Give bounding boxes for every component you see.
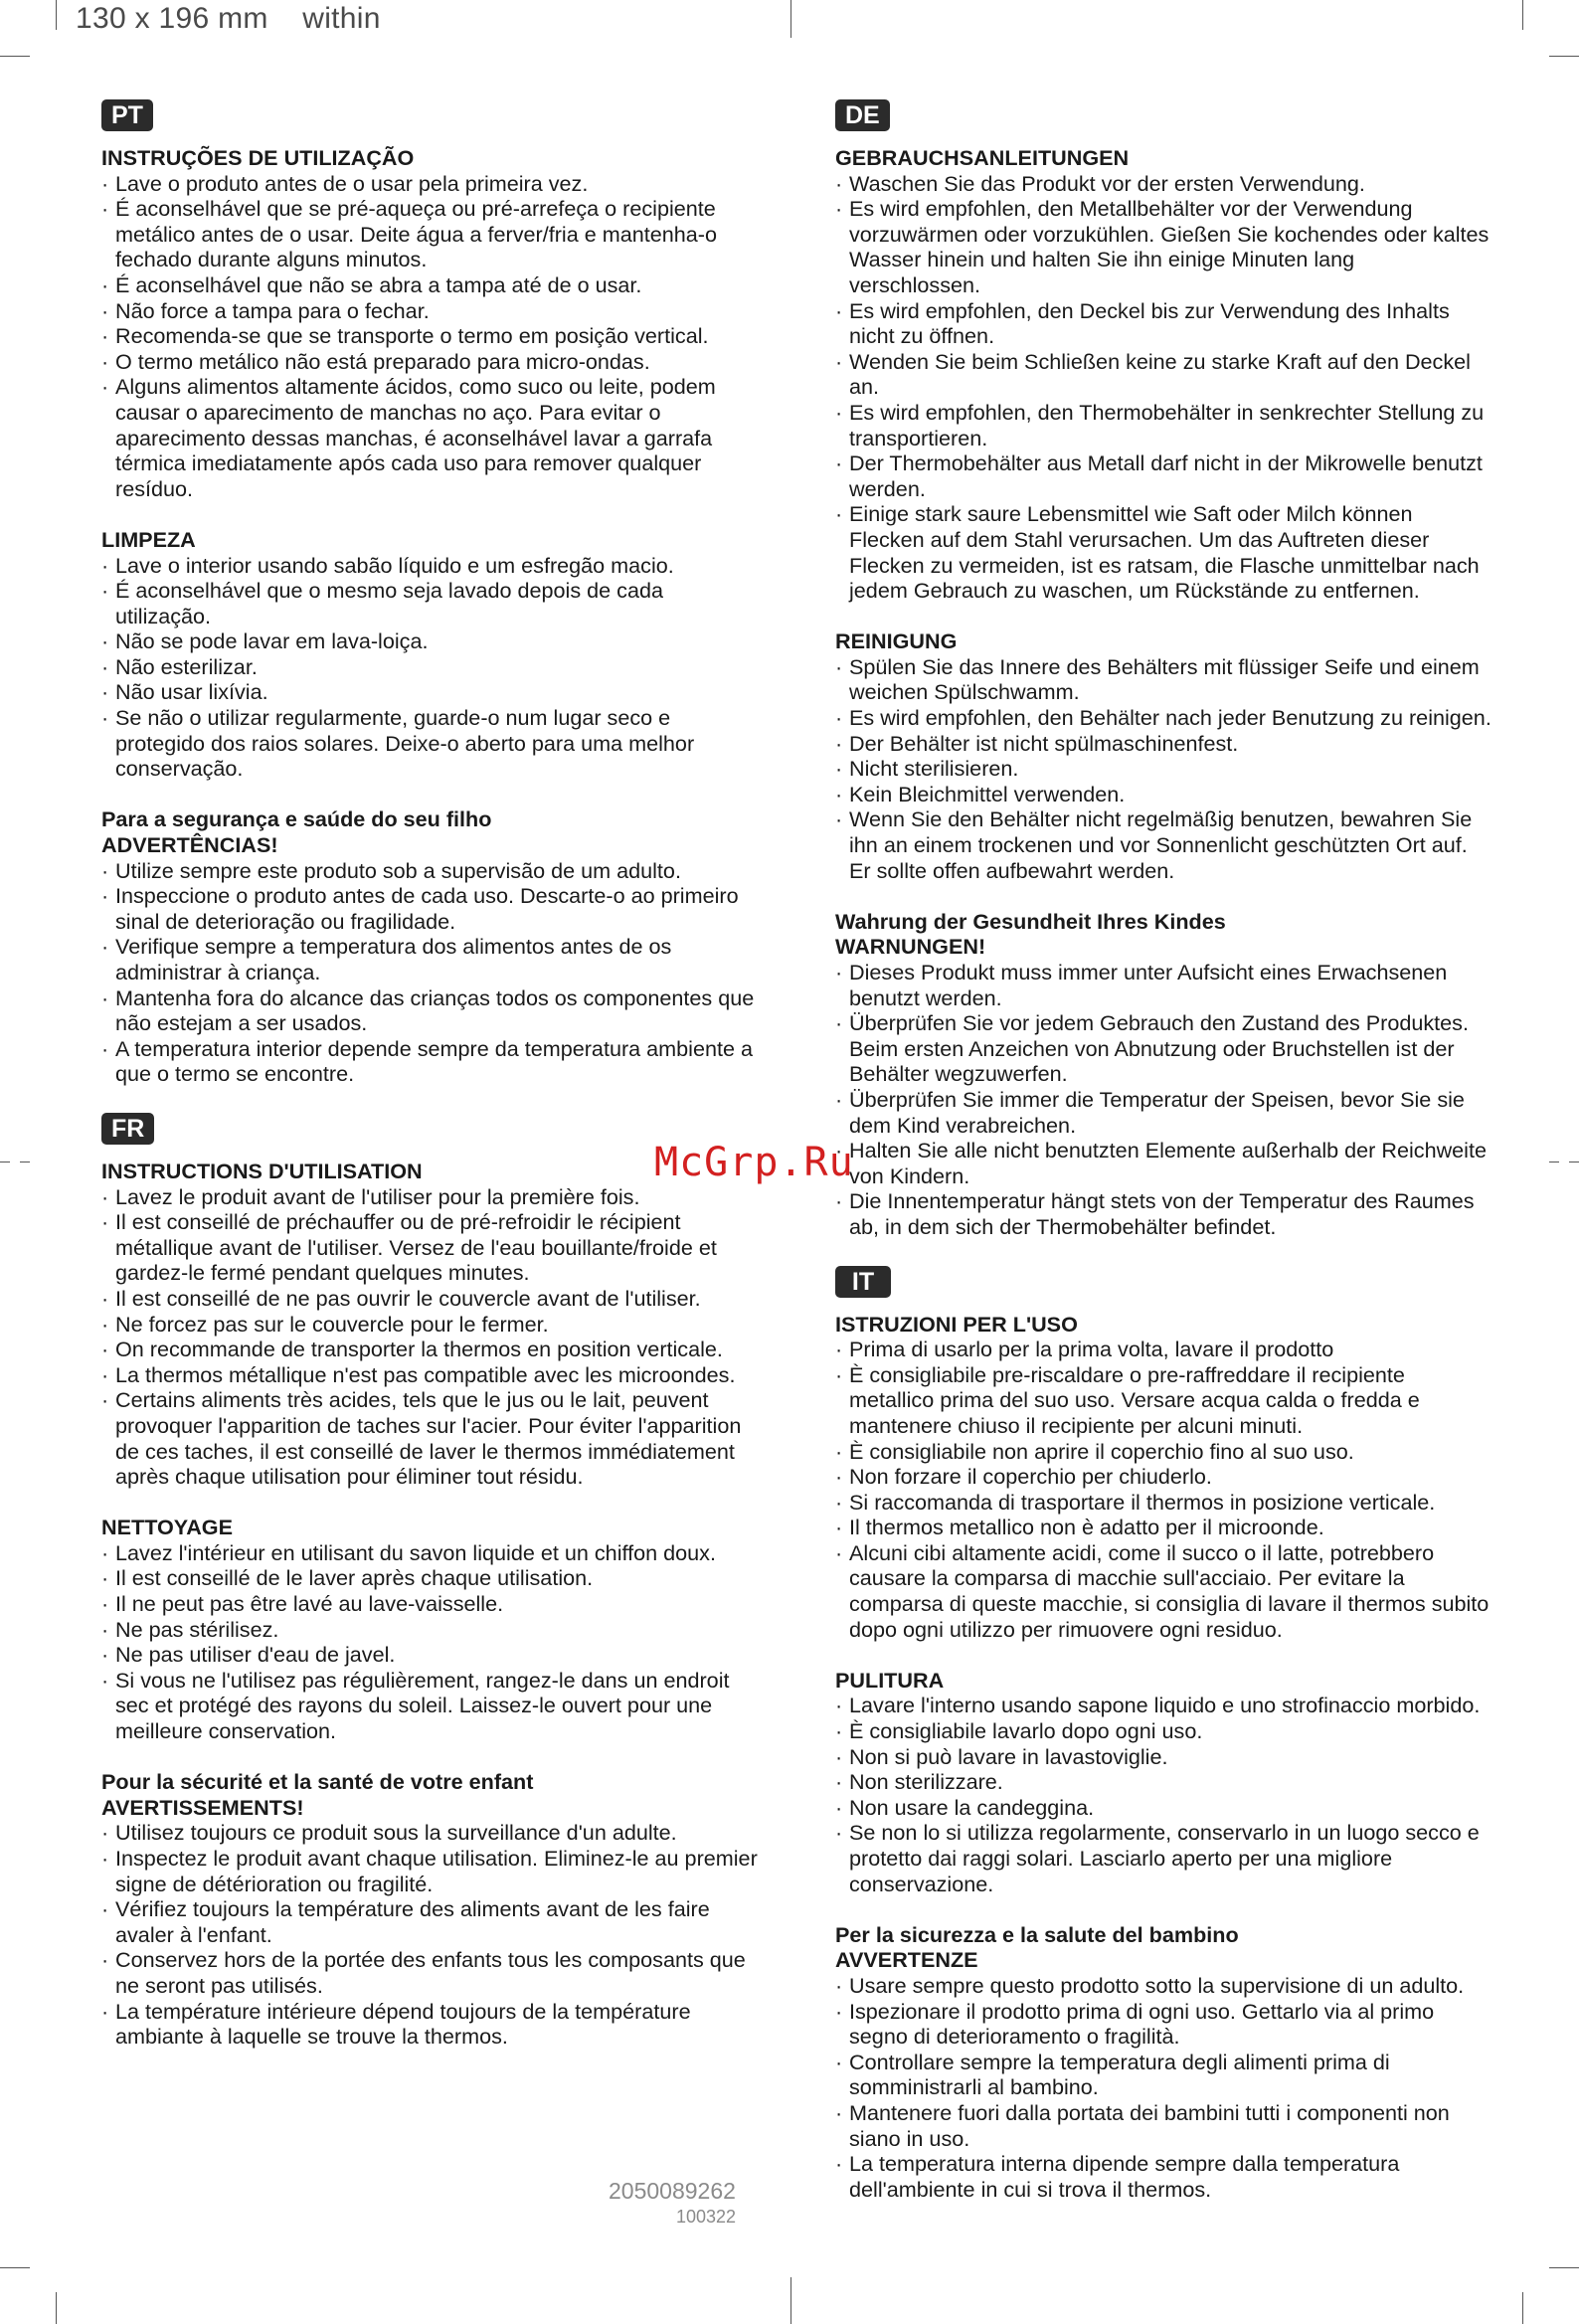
list-item: · Lavez l'intérieur en utilisant du savon liquide et un chiffon doux. bbox=[101, 1540, 758, 1566]
list-item: · On recommande de transporter la thermos en position verticale. bbox=[101, 1337, 758, 1362]
instructions-list bbox=[835, 171, 1491, 604]
list-item: · Wenn Sie den Behälter nicht regelmäßig benutzen, bewahren Sie ihn an einem trockenen und vor Sonnenlicht geschützten Ort auf. Er sollte offen aufbewahrt werden. bbox=[835, 806, 1491, 883]
list-item: · Der Thermobehälter aus Metall darf nicht in der Mikrowelle benutzt werden. bbox=[835, 450, 1491, 501]
section-de bbox=[835, 99, 1491, 1240]
safety-title: Per la sicurezza e la salute del bambino bbox=[835, 1921, 1239, 1947]
list-item: · È consigliabile non aprire il coperchio fino al suo uso. bbox=[835, 1439, 1491, 1465]
instructions-list bbox=[835, 1337, 1491, 1642]
crop-mark bbox=[56, 0, 57, 30]
right-column bbox=[835, 99, 1491, 2228]
warnings-list bbox=[101, 858, 758, 1087]
warnings-title: ADVERTÊNCIAS! bbox=[101, 832, 278, 858]
list-item: · Überprüfen Sie vor jedem Gebrauch den Zustand des Produktes. Beim ersten Anzeichen von Abnutzung oder Bruchstellen ist der Behälter wegzuwerfen. bbox=[835, 1010, 1491, 1087]
list-item: · Prima di usarlo per la prima volta, lavare il prodotto bbox=[835, 1337, 1491, 1362]
list-item: · La température intérieure dépend toujours de la température ambiante à laquelle se trouve la thermos. bbox=[101, 1999, 758, 2050]
left-column bbox=[101, 99, 758, 2075]
list-item: · A temperatura interior depende sempre da temperatura ambiente a que o termo se encontre. bbox=[101, 1036, 758, 1087]
crop-mark bbox=[1522, 2292, 1523, 2324]
list-item: · Nicht sterilisieren. bbox=[835, 756, 1491, 782]
list-item: · È consigliabile pre-riscaldare o pre-raffreddare il recipiente metallico prima del suo uso. Versare acqua calda o fredda e mantenere chiuso il recipiente per alcuni minuti. bbox=[835, 1362, 1491, 1439]
cleaning-title: REINIGUNG bbox=[835, 628, 958, 654]
list-item: · Inspectez le produit avant chaque utilisation. Eliminez-le au premier signe de détérioration ou fragilité. bbox=[101, 1846, 758, 1896]
cleaning-list bbox=[101, 553, 758, 782]
instructions-title: GEBRAUCHSANLEITUNGEN bbox=[835, 145, 1130, 170]
list-item: · Lavare l'interno usando sapone liquido e uno strofinaccio morbido. bbox=[835, 1693, 1491, 1718]
safety-title: Pour la sécurité et la santé de votre enfant bbox=[101, 1769, 534, 1795]
list-item: · Es wird empfohlen, den Deckel bis zur Verwendung des Inhalts nicht zu öffnen. bbox=[835, 298, 1491, 349]
product-code: 2050089262 bbox=[609, 2178, 736, 2204]
instructions-title: ISTRUZIONI PER L'USO bbox=[835, 1311, 1078, 1337]
list-item: · Vérifiez toujours la température des aliments avant de les faire avaler à l'enfant. bbox=[101, 1896, 758, 1947]
instructions-title: INSTRUÇÕES DE UTILIZAÇÃO bbox=[101, 145, 415, 170]
cleaning-list bbox=[101, 1540, 758, 1744]
list-item: · Utilize sempre este produto sob a supervisão de um adulto. bbox=[101, 858, 758, 884]
list-item: · Il ne peut pas être lavé au lave-vaisselle. bbox=[101, 1591, 758, 1617]
list-item: · Non si può lavare in lavastoviglie. bbox=[835, 1744, 1491, 1770]
list-item: · Si vous ne l'utilisez pas régulièrement, rangez-le dans un endroit sec et protégé des rayons du soleil. Laissez-le ouvert pour une meilleure conservation. bbox=[101, 1668, 758, 1744]
crop-mark bbox=[790, 2277, 791, 2324]
section-fr bbox=[101, 1113, 758, 2050]
crop-mark bbox=[0, 2267, 30, 2268]
warnings-title: AVERTISSEMENTS! bbox=[101, 1794, 304, 1820]
list-item: · È consigliabile lavarlo dopo ogni uso. bbox=[835, 1718, 1491, 1744]
list-item: · Não force a tampa para o fechar. bbox=[101, 298, 758, 324]
warnings-list bbox=[101, 1820, 758, 2049]
list-item: · Halten Sie alle nicht benutzten Elemente außerhalb der Reichweite von Kindern. bbox=[835, 1138, 1491, 1188]
crop-mark bbox=[790, 0, 791, 38]
lang-badge-pt: PT bbox=[101, 99, 153, 131]
list-item: · Ne pas stérilisez. bbox=[101, 1617, 758, 1643]
print-code: 100322 bbox=[676, 2207, 737, 2227]
cleaning-list bbox=[835, 1693, 1491, 1896]
list-item: · Non forzare il coperchio per chiuderlo. bbox=[835, 1464, 1491, 1490]
list-item: · Kein Bleichmittel verwenden. bbox=[835, 782, 1491, 807]
list-item: · Recomenda-se que se transporte o termo em posição vertical. bbox=[101, 323, 758, 349]
list-item: · Il thermos metallico non è adatto per il microonde. bbox=[835, 1515, 1491, 1540]
lang-badge-fr: FR bbox=[101, 1113, 154, 1145]
list-item: · Não se pode lavar em lava-loiça. bbox=[101, 628, 758, 654]
warnings-list bbox=[835, 960, 1491, 1240]
list-item: · Ispezionare il prodotto prima di ogni uso. Gettarlo via al primo segno di deterioramento o fragilità. bbox=[835, 1999, 1491, 2050]
format-label: 130 x 196 mm within bbox=[76, 2, 381, 35]
list-item: · Il est conseillé de le laver après chaque utilisation. bbox=[101, 1565, 758, 1591]
list-item: · Spülen Sie das Innere des Behälters mit flüssiger Seife und einem weichen Spülschwamm. bbox=[835, 654, 1491, 705]
list-item: · Se non lo si utilizza regolarmente, conservarlo in un luogo secco e protetto dai raggi solari. Lasciarlo aperto per una migliore conservazione. bbox=[835, 1820, 1491, 1896]
list-item: · É aconselhável que o mesmo seja lavado depois de cada utilização. bbox=[101, 578, 758, 628]
list-item: · Inspeccione o produto antes de cada uso. Descarte-o ao primeiro sinal de deterioração ou fragilidade. bbox=[101, 883, 758, 934]
list-item: · Não usar lixívia. bbox=[101, 679, 758, 705]
list-item: · Dieses Produkt muss immer unter Aufsicht eines Erwachsenen benutzt werden. bbox=[835, 960, 1491, 1010]
list-item: · La thermos métallique n'est pas compatible avec les microondes. bbox=[101, 1362, 758, 1388]
watermark-text: McGrp.Ru bbox=[654, 1140, 854, 1185]
list-item: · Der Behälter ist nicht spülmaschinenfest. bbox=[835, 731, 1491, 757]
instructions-list bbox=[101, 171, 758, 502]
list-item: · Non usare la candeggina. bbox=[835, 1795, 1491, 1821]
crop-mark bbox=[1549, 56, 1579, 57]
list-item: · Il est conseillé de ne pas ouvrir le couvercle avant de l'utiliser. bbox=[101, 1286, 758, 1312]
list-item: · Ne pas utiliser d'eau de javel. bbox=[101, 1642, 758, 1668]
warnings-title: AVVERTENZE bbox=[835, 1947, 978, 1973]
lang-badge-de: DE bbox=[835, 99, 890, 131]
crop-mark bbox=[1522, 0, 1523, 30]
list-item: · Es wird empfohlen, den Behälter nach jeder Benutzung zu reinigen. bbox=[835, 705, 1491, 731]
instructions-title: INSTRUCTIONS D'UTILISATION bbox=[101, 1158, 423, 1183]
list-item: · Mantenha fora do alcance das crianças todos os componentes que não estejam a ser usados. bbox=[101, 985, 758, 1036]
cleaning-title: LIMPEZA bbox=[101, 526, 196, 552]
list-item: · Controllare sempre la temperatura degli alimenti prima di somministrarli al bambino. bbox=[835, 2050, 1491, 2100]
list-item: · Lavez le produit avant de l'utiliser pour la première fois. bbox=[101, 1184, 758, 1210]
list-item: · Wenden Sie beim Schließen keine zu starke Kraft auf den Deckel an. bbox=[835, 349, 1491, 400]
list-item: · Certains aliments très acides, tels que le jus ou le lait, peuvent provoquer l'apparition de taches sur l'acier. Pour éviter l'apparition de ces taches, il est conseillé de laver le thermos immédiatement après chaque utilisation pour éliminer tout résidu. bbox=[101, 1387, 758, 1489]
list-item: · Überprüfen Sie immer die Temperatur der Speisen, bevor Sie sie dem Kind verabreichen. bbox=[835, 1087, 1491, 1138]
list-item: · Verifique sempre a temperatura dos alimentos antes de os administrar à criança. bbox=[101, 934, 758, 984]
list-item: · Ne forcez pas sur le couvercle pour le fermer. bbox=[101, 1312, 758, 1338]
crop-mark bbox=[56, 2292, 57, 2324]
list-item: · Utilisez toujours ce produit sous la surveillance d'un adulte. bbox=[101, 1820, 758, 1846]
list-item: · Não esterilizar. bbox=[101, 654, 758, 680]
list-item: · Lave o interior usando sabão líquido e um esfregão macio. bbox=[101, 553, 758, 579]
warnings-title: WARNUNGEN! bbox=[835, 934, 986, 960]
cleaning-title: NETTOYAGE bbox=[101, 1515, 233, 1540]
section-pt bbox=[101, 99, 758, 1087]
list-item: · Si raccomanda di trasportare il thermos in posizione verticale. bbox=[835, 1490, 1491, 1516]
list-item: · O termo metálico não está preparado para micro-ondas. bbox=[101, 349, 758, 375]
list-item: · Alcuni cibi altamente acidi, come il succo o il latte, potrebbero causare la comparsa di macchie sull'acciaio. Per evitare la comparsa di queste macchie, si consiglia di lavare il thermos subito dopo ogni utilizzo per rimuovere ogni residuo. bbox=[835, 1540, 1491, 1642]
list-item: · Alguns alimentos altamente ácidos, como suco ou leite, podem causar o aparecimento de manchas no aço. Para evitar o aparecimento dessas manchas, é aconselhável lavar a garrafa térmica imediatamente após cada uso para remover qualquer resíduo. bbox=[101, 374, 758, 501]
list-item: · É aconselhável que não se abra a tampa até de o usar. bbox=[101, 272, 758, 298]
list-item: · Usare sempre questo prodotto sotto la supervisione di un adulto. bbox=[835, 1973, 1491, 1999]
list-item: · Non sterilizzare. bbox=[835, 1769, 1491, 1795]
crop-mark bbox=[0, 56, 30, 57]
list-item: · Die Innentemperatur hängt stets von der Temperatur des Raumes ab, in dem sich der Thermobehälter befindet. bbox=[835, 1188, 1491, 1239]
list-item: · Lave o produto antes de o usar pela primeira vez. bbox=[101, 171, 758, 197]
safety-title: Para a segurança e saúde do seu filho bbox=[101, 806, 492, 832]
list-item: · Waschen Sie das Produkt vor der ersten Verwendung. bbox=[835, 171, 1491, 197]
instructions-list bbox=[101, 1184, 758, 1490]
safety-title: Wahrung der Gesundheit Ihres Kindes bbox=[835, 908, 1226, 934]
section-it bbox=[835, 1266, 1491, 2203]
warnings-list bbox=[835, 1973, 1491, 2202]
list-item: · La temperatura interna dipende sempre dalla temperatura dell'ambiente in cui si trova il thermos. bbox=[835, 2151, 1491, 2202]
cleaning-list bbox=[835, 654, 1491, 883]
cleaning-title: PULITURA bbox=[835, 1667, 945, 1693]
crop-mark bbox=[1549, 2267, 1579, 2268]
list-item: · Conservez hors de la portée des enfants tous les composants que ne seront pas utilisés. bbox=[101, 1947, 758, 1998]
list-item: · É aconselhável que se pré-aqueça ou pré-arrefeça o recipiente metálico antes de o usar. Deite água a ferver/fria e mantenha-o fechado durante alguns minutos. bbox=[101, 196, 758, 272]
list-item: · Einige stark saure Lebensmittel wie Saft oder Milch können Flecken auf dem Stahl verursachen. Um das Auftreten dieser Flecken zu vermeiden, ist es ratsam, die Flasche unmittelbar nach jedem Gebrauch zu waschen, um Rückstände zu entfernen. bbox=[835, 501, 1491, 603]
list-item: · Se não o utilizar regularmente, guarde-o num lugar seco e protegido dos raios solares. Deixe-o aberto para uma melhor conservação. bbox=[101, 705, 758, 782]
list-item: · Es wird empfohlen, den Thermobehälter in senkrechter Stellung zu transportieren. bbox=[835, 400, 1491, 450]
lang-badge-it: IT bbox=[835, 1266, 891, 1298]
list-item: · Es wird empfohlen, den Metallbehälter vor der Verwendung vorzuwärmen oder vorzukühlen. Gießen Sie kochendes oder kaltes Wasser hinein und halten Sie ihn einige Minuten lang verschlossen. bbox=[835, 196, 1491, 297]
list-item: · Mantenere fuori dalla portata dei bambini tutti i componenti non siano in uso. bbox=[835, 2100, 1491, 2151]
list-item: · Il est conseillé de préchauffer ou de pré-refroidir le récipient métallique avant de l'utiliser. Versez de l'eau bouillante/froide et gardez-le fermé pendant quelques minutes. bbox=[101, 1209, 758, 1286]
